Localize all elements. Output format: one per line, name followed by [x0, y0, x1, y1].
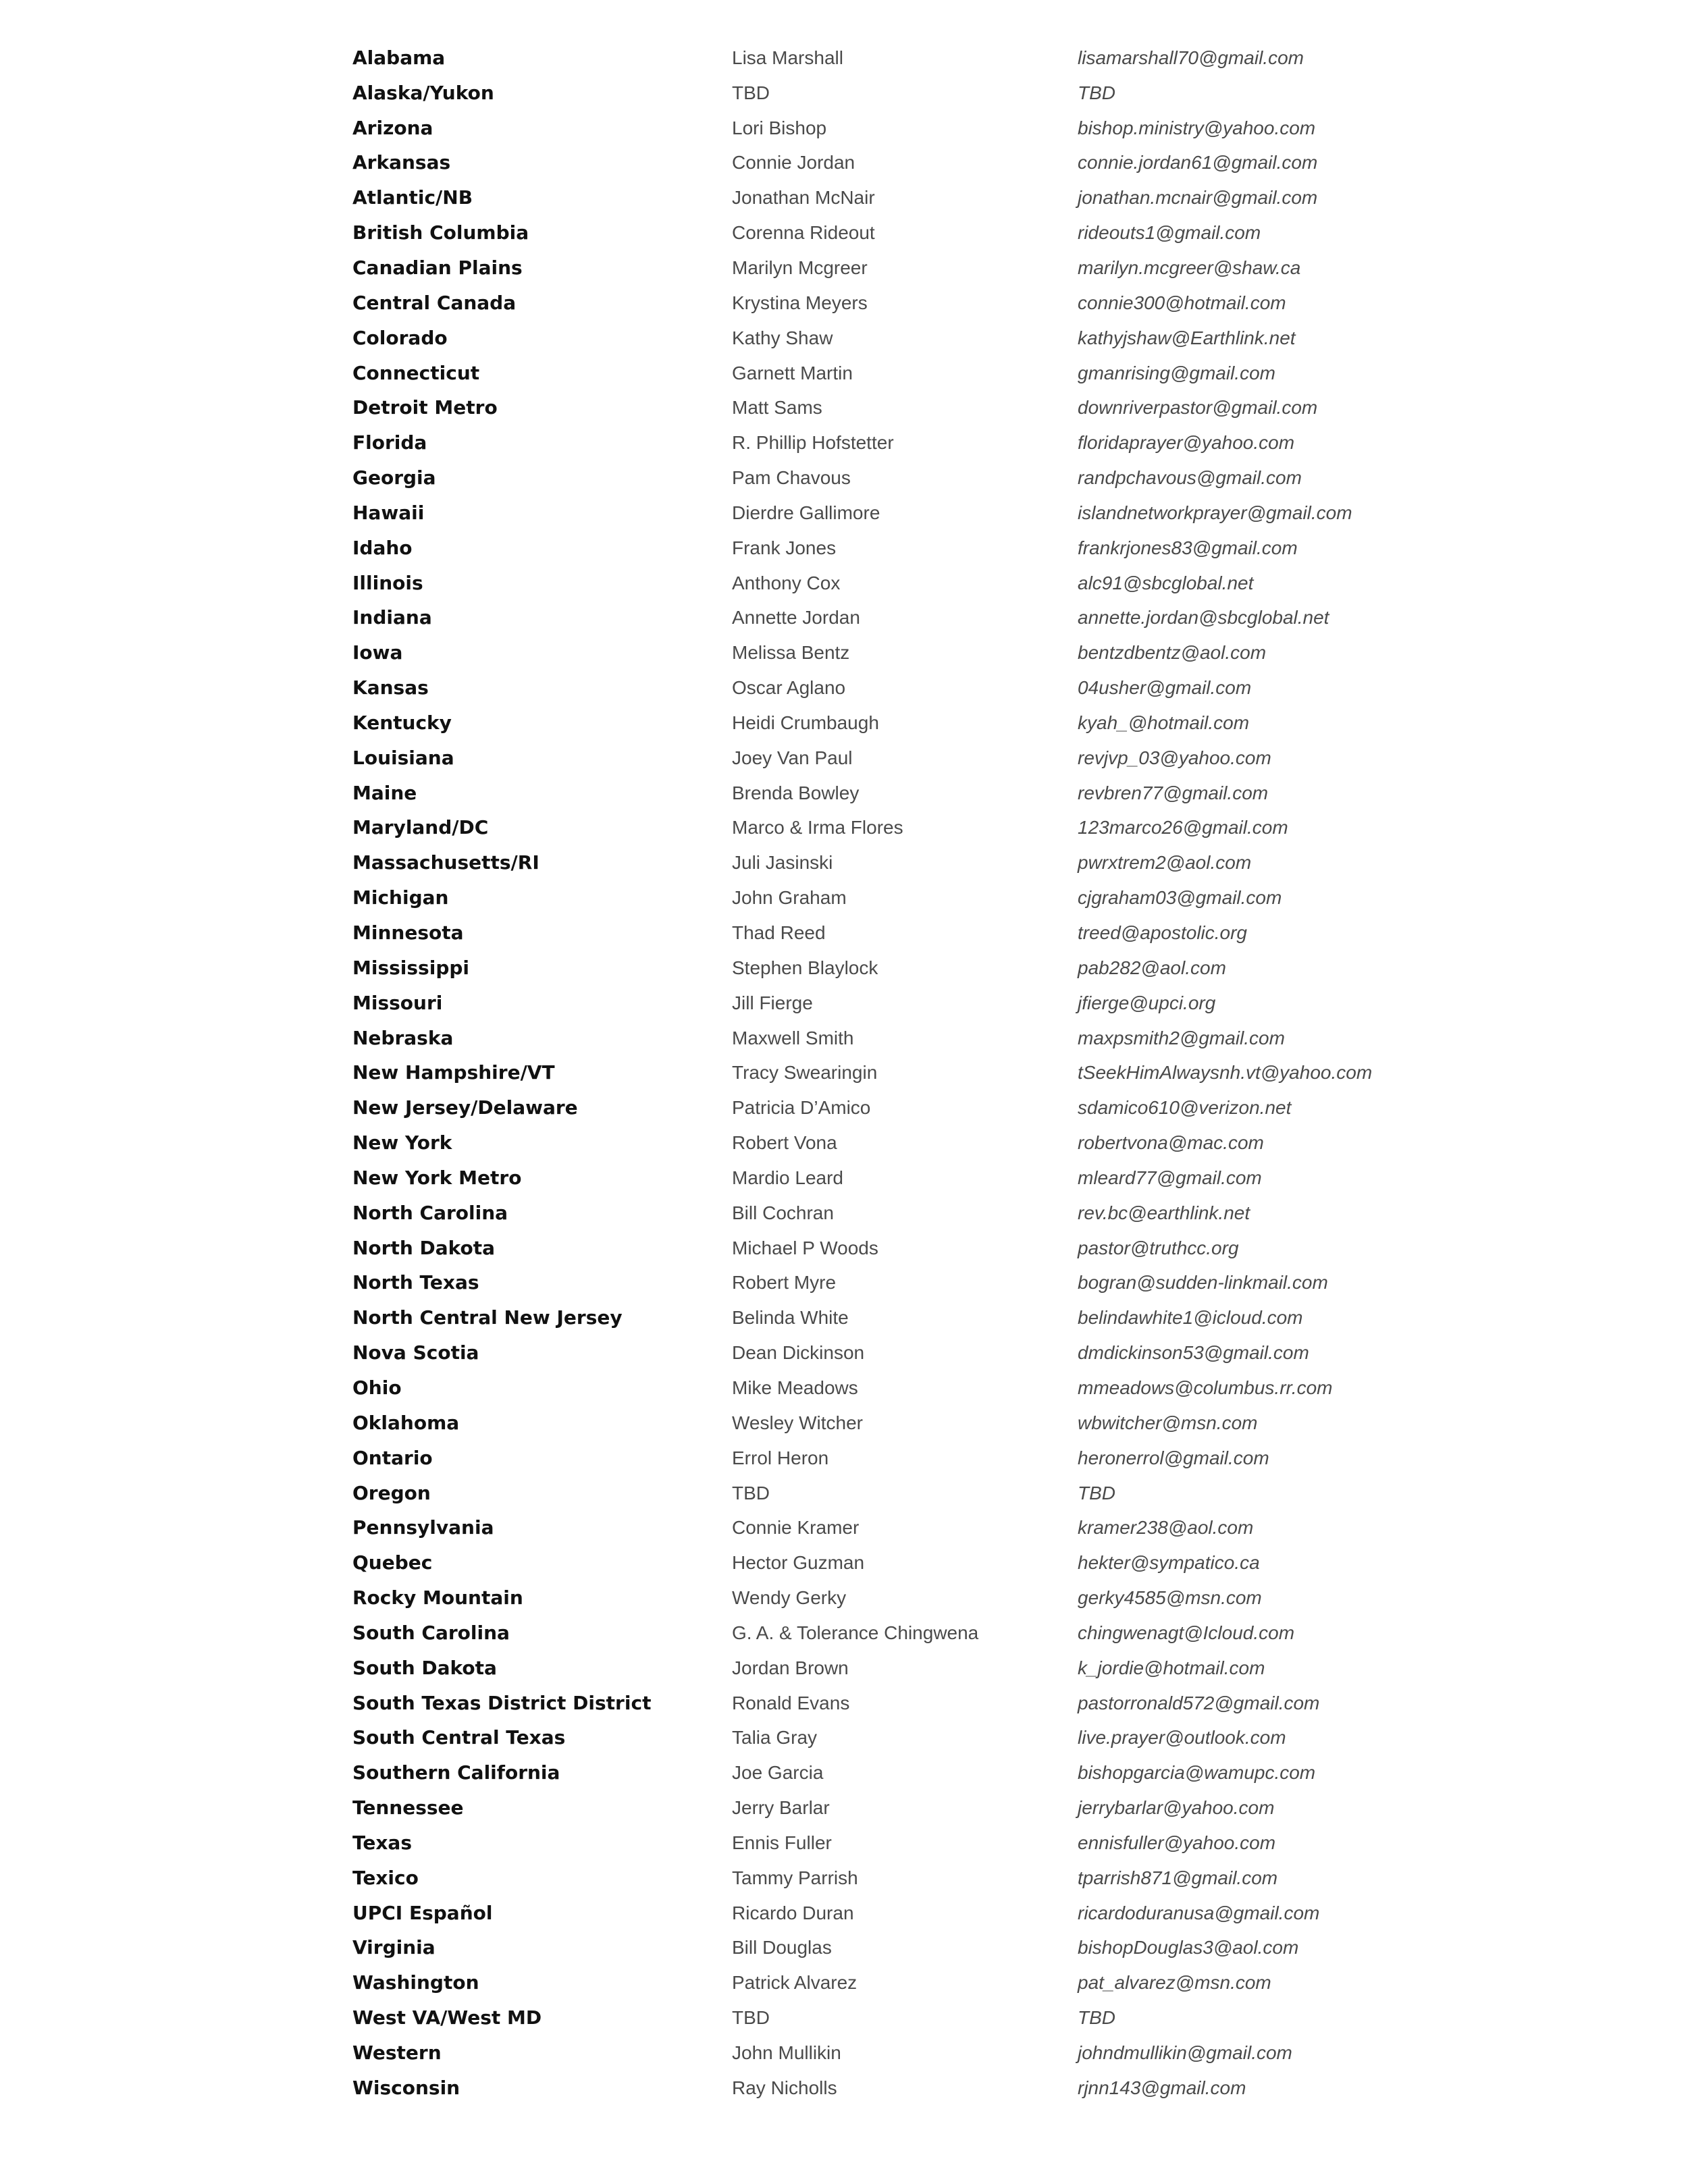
contact-row	[0, 1441, 1688, 1476]
contact-row	[0, 915, 1688, 951]
contact-email[interactable]: kyah_@hotmail.com	[1078, 712, 1250, 733]
contact-name: Hector Guzman	[732, 1552, 865, 1574]
contact-email[interactable]: robertvona@mac.com	[1078, 1132, 1264, 1154]
contact-email[interactable]: mmeadows@columbus.rr.com	[1078, 1377, 1333, 1398]
contact-email[interactable]: 04usher@gmail.com	[1078, 677, 1252, 699]
contact-row	[0, 1125, 1688, 1161]
region-label: New Hampshire/VT	[352, 1061, 555, 1084]
contact-row	[0, 2035, 1688, 2071]
contact-row	[0, 1055, 1688, 1090]
contact-email[interactable]: treed@apostolic.org	[1078, 922, 1248, 944]
region-label: Texico	[352, 1866, 419, 1889]
contact-name: Matt Sams	[732, 397, 822, 419]
contact-row	[0, 180, 1688, 215]
contact-email[interactable]: gerky4585@msn.com	[1078, 1587, 1262, 1609]
contact-email[interactable]: floridaprayer@yahoo.com	[1078, 432, 1295, 454]
region-label: South Dakota	[352, 1656, 497, 1679]
contact-name: Maxwell Smith	[732, 1027, 854, 1048]
region-label: Oklahoma	[352, 1411, 460, 1434]
contact-name: Connie Jordan	[732, 152, 855, 174]
region-label: Quebec	[352, 1551, 433, 1574]
contact-row	[0, 1406, 1688, 1441]
contact-name: Patrick Alvarez	[732, 1972, 858, 1994]
region-label: Virginia	[352, 1936, 436, 1959]
contact-name: Tammy Parrish	[732, 1867, 858, 1888]
contact-name: Dean Dickinson	[732, 1342, 865, 1364]
contact-name: Mike Meadows	[732, 1377, 858, 1398]
contact-name: John Mullikin	[732, 2042, 841, 2064]
contact-email[interactable]: johndmullikin@gmail.com	[1078, 2042, 1292, 2064]
contact-row	[0, 1090, 1688, 1125]
region-label: Rocky Mountain	[352, 1587, 523, 1609]
region-label: Pennsylvania	[352, 1516, 494, 1539]
contact-email[interactable]: rev.bc@earthlink.net	[1078, 1202, 1250, 1223]
contact-email[interactable]: bishopgarcia@wamupc.com	[1078, 1762, 1316, 1784]
contact-name: Jordan Brown	[732, 1657, 849, 1678]
region-label: Texas	[352, 1831, 412, 1854]
contact-row	[0, 1161, 1688, 1196]
contact-row	[0, 1721, 1688, 1756]
region-label: North Dakota	[352, 1236, 496, 1259]
contact-name: Joe Garcia	[732, 1762, 824, 1784]
contact-row	[0, 1370, 1688, 1406]
contact-row	[0, 1476, 1688, 1511]
contact-name: TBD	[732, 2007, 770, 2029]
region-label: Georgia	[352, 467, 436, 489]
contact-name: Annette Jordan	[732, 607, 860, 629]
contact-name: Wesley Witcher	[732, 1412, 863, 1433]
contact-name: Melissa Bentz	[732, 642, 850, 664]
contact-email[interactable]: bishopDouglas3@aol.com	[1078, 1937, 1299, 1959]
contact-row	[0, 1651, 1688, 1686]
contact-email[interactable]: chingwenagt@Icloud.com	[1078, 1622, 1295, 1643]
contact-email[interactable]: ricardoduranusa@gmail.com	[1078, 1902, 1320, 1923]
region-label: Massachusetts/RI	[352, 851, 539, 874]
region-label: Kansas	[352, 676, 429, 699]
contact-row	[0, 705, 1688, 741]
contact-email[interactable]: belindawhite1@icloud.com	[1078, 1307, 1303, 1329]
contact-email[interactable]: jonathan.mcnair@gmail.com	[1078, 187, 1318, 209]
contact-name: Dierdre Gallimore	[732, 502, 880, 523]
contact-row	[0, 1931, 1688, 1966]
region-label: Connecticut	[352, 361, 480, 384]
region-label: Oregon	[352, 1481, 431, 1504]
region-label: Wisconsin	[352, 2076, 460, 2099]
contact-row	[0, 250, 1688, 286]
region-label: New York Metro	[352, 1166, 522, 1189]
contact-row	[0, 1021, 1688, 1056]
contact-email[interactable]: alc91@sbcglobal.net	[1078, 572, 1254, 593]
contact-row	[0, 1510, 1688, 1545]
contact-email[interactable]: rideouts1@gmail.com	[1078, 222, 1261, 244]
region-label: Indiana	[352, 606, 432, 629]
contact-name: Ronald Evans	[732, 1692, 850, 1713]
contact-row	[0, 1616, 1688, 1651]
contact-name: Pam Chavous	[732, 467, 851, 489]
contact-email[interactable]: jerrybarlar@yahoo.com	[1078, 1797, 1275, 1819]
contact-row	[0, 1335, 1688, 1370]
region-label: Washington	[352, 1971, 479, 1994]
contact-name: Marilyn Mcgreer	[732, 257, 868, 278]
contact-row	[0, 1580, 1688, 1616]
contact-row	[0, 1965, 1688, 2000]
contact-row	[0, 496, 1688, 531]
region-label: Western	[352, 2042, 442, 2065]
contact-email[interactable]: mleard77@gmail.com	[1078, 1167, 1262, 1188]
region-label: UPCI Español	[352, 1901, 493, 1924]
region-label: Illinois	[352, 571, 423, 594]
contact-name: Belinda White	[732, 1307, 849, 1329]
contact-row	[0, 670, 1688, 705]
contact-row	[0, 111, 1688, 146]
contact-row	[0, 811, 1688, 846]
contact-name: Jill Fierge	[732, 992, 813, 1013]
contact-email[interactable]: pwrxtrem2@aol.com	[1078, 852, 1252, 874]
contact-row	[0, 2000, 1688, 2035]
contact-name: Robert Myre	[732, 1272, 837, 1294]
contact-directory	[0, 41, 1688, 2106]
contact-email[interactable]: randpchavous@gmail.com	[1078, 467, 1302, 489]
region-label: Missouri	[352, 991, 443, 1014]
contact-email[interactable]: tSeekHimAlwaysnh.vt@yahoo.com	[1078, 1062, 1373, 1084]
contact-row	[0, 1686, 1688, 1721]
contact-row	[0, 76, 1688, 111]
contact-email[interactable]: sdamico610@verizon.net	[1078, 1097, 1292, 1119]
region-label: Michigan	[352, 886, 449, 909]
region-label: Arkansas	[352, 151, 451, 174]
contact-email[interactable]: gmanrising@gmail.com	[1078, 362, 1275, 383]
contact-email[interactable]: lisamarshall70@gmail.com	[1078, 47, 1304, 68]
contact-email[interactable]: heronerrol@gmail.com	[1078, 1447, 1269, 1468]
region-label: Kentucky	[352, 711, 452, 734]
contact-row	[0, 286, 1688, 321]
contact-row	[0, 845, 1688, 880]
contact-row	[0, 2071, 1688, 2106]
contact-email[interactable]: rjnn143@gmail.com	[1078, 2077, 1246, 2098]
region-label: Colorado	[352, 326, 448, 349]
contact-email[interactable]: revbren77@gmail.com	[1078, 782, 1269, 803]
region-label: North Central New Jersey	[352, 1306, 623, 1329]
contact-row	[0, 390, 1688, 425]
contact-email[interactable]: pastorronald572@gmail.com	[1078, 1692, 1320, 1713]
contact-email[interactable]: 123marco26@gmail.com	[1078, 817, 1288, 838]
contact-email[interactable]: marilyn.mcgreer@shaw.ca	[1078, 257, 1301, 278]
contact-name: Juli Jasinski	[732, 852, 833, 874]
contact-name: Thad Reed	[732, 922, 826, 944]
region-label: Maryland/DC	[352, 816, 489, 839]
contact-email[interactable]: downriverpastor@gmail.com	[1078, 397, 1318, 419]
contact-row	[0, 1266, 1688, 1301]
contact-email[interactable]: TBD	[1078, 1482, 1115, 1503]
contact-name: Joey Van Paul	[732, 747, 853, 768]
contact-row	[0, 1826, 1688, 1861]
contact-name: R. Phillip Hofstetter	[732, 432, 894, 454]
contact-name: Jerry Barlar	[732, 1797, 830, 1819]
region-label: West VA/West MD	[352, 2006, 542, 2029]
region-label: Maine	[352, 781, 417, 804]
region-label: Atlantic/NB	[352, 186, 473, 209]
contact-name: Frank Jones	[732, 537, 837, 558]
contact-email[interactable]: islandnetworkprayer@gmail.com	[1078, 502, 1352, 523]
contact-email[interactable]: jfierge@upci.org	[1078, 992, 1216, 1013]
contact-email[interactable]: annette.jordan@sbcglobal.net	[1078, 607, 1329, 629]
contact-row	[0, 1545, 1688, 1580]
contact-row	[0, 635, 1688, 670]
contact-row	[0, 1755, 1688, 1790]
contact-name: Ray Nicholls	[732, 2077, 837, 2098]
contact-email[interactable]: frankrjones83@gmail.com	[1078, 537, 1298, 558]
contact-row	[0, 1196, 1688, 1231]
region-label: Idaho	[352, 536, 413, 559]
contact-row	[0, 1790, 1688, 1826]
region-label: Louisiana	[352, 746, 454, 769]
region-label: Tennessee	[352, 1796, 464, 1819]
contact-name: Garnett Martin	[732, 362, 853, 383]
contact-email[interactable]: connie.jordan61@gmail.com	[1078, 152, 1318, 174]
region-label: Ontario	[352, 1446, 433, 1469]
contact-row	[0, 986, 1688, 1021]
contact-name: TBD	[732, 1482, 770, 1503]
region-label: North Texas	[352, 1271, 479, 1294]
contact-email[interactable]: bogran@sudden-linkmail.com	[1078, 1272, 1328, 1294]
contact-email[interactable]: tparrish871@gmail.com	[1078, 1867, 1278, 1888]
contact-name: Mardio Leard	[732, 1167, 843, 1188]
region-label: Nova Scotia	[352, 1341, 479, 1364]
region-label: Arizona	[352, 116, 433, 139]
contact-email[interactable]: TBD	[1078, 2007, 1115, 2029]
contact-email[interactable]: live.prayer@outlook.com	[1078, 1727, 1286, 1749]
contact-row	[0, 1300, 1688, 1335]
contact-name: TBD	[732, 82, 770, 103]
contact-name: Bill Douglas	[732, 1937, 832, 1959]
contact-email[interactable]: pat_alvarez@msn.com	[1078, 1972, 1271, 1994]
contact-email[interactable]: dmdickinson53@gmail.com	[1078, 1342, 1309, 1364]
contact-email[interactable]: TBD	[1078, 82, 1115, 103]
contact-name: Corenna Rideout	[732, 222, 875, 244]
contact-email[interactable]: pab282@aol.com	[1078, 957, 1226, 978]
contact-row	[0, 601, 1688, 636]
contact-name: Lori Bishop	[732, 117, 827, 138]
region-label: South Central Texas	[352, 1726, 566, 1749]
contact-name: Kathy Shaw	[732, 327, 833, 348]
contact-name: Talia Gray	[732, 1727, 818, 1749]
region-label: Iowa	[352, 641, 403, 664]
contact-name: Lisa Marshall	[732, 47, 843, 68]
contact-row	[0, 356, 1688, 391]
contact-row	[0, 776, 1688, 811]
contact-email[interactable]: hekter@sympatico.ca	[1078, 1552, 1260, 1574]
contact-email[interactable]: cjgraham03@gmail.com	[1078, 887, 1282, 909]
contact-row	[0, 880, 1688, 915]
contact-row	[0, 41, 1688, 76]
region-label: Nebraska	[352, 1026, 454, 1049]
region-label: Detroit Metro	[352, 396, 498, 419]
contact-email[interactable]: connie300@hotmail.com	[1078, 292, 1286, 313]
contact-email[interactable]: pastor@truthcc.org	[1078, 1237, 1239, 1258]
contact-email[interactable]: k_jordie@hotmail.com	[1078, 1657, 1265, 1678]
contact-name: Michael P Woods	[732, 1237, 878, 1258]
region-label: Hawaii	[352, 501, 425, 524]
contact-email[interactable]: kathyjshaw@Earthlink.net	[1078, 327, 1296, 348]
contact-name: G. A. & Tolerance Chingwena	[732, 1622, 979, 1643]
region-label: Mississippi	[352, 956, 470, 979]
contact-email[interactable]: wbwitcher@msn.com	[1078, 1412, 1258, 1433]
contact-row	[0, 1861, 1688, 1896]
contact-email[interactable]: revjvp_03@yahoo.com	[1078, 747, 1271, 768]
region-label: New Jersey/Delaware	[352, 1096, 578, 1119]
region-label: New York	[352, 1131, 452, 1154]
region-label: Ohio	[352, 1376, 402, 1399]
contact-email[interactable]: ennisfuller@yahoo.com	[1078, 1832, 1276, 1853]
region-label: British Columbia	[352, 221, 529, 244]
contact-row	[0, 741, 1688, 776]
contact-row	[0, 215, 1688, 250]
contact-name: Robert Vona	[732, 1132, 837, 1154]
contact-name: Anthony Cox	[732, 572, 841, 593]
contact-email[interactable]: maxpsmith2@gmail.com	[1078, 1027, 1285, 1048]
contact-name: Marco & Irma Flores	[732, 817, 903, 838]
contact-name: Ricardo Duran	[732, 1902, 854, 1923]
region-label: South Carolina	[352, 1621, 510, 1644]
region-label: Southern California	[352, 1761, 560, 1784]
contact-row	[0, 146, 1688, 181]
region-label: Florida	[352, 431, 427, 454]
region-label: Alaska/Yukon	[352, 81, 494, 104]
contact-name: Wendy Gerky	[732, 1587, 847, 1609]
region-label: South Texas District District	[352, 1691, 652, 1714]
contact-name: Errol Heron	[732, 1447, 829, 1468]
contact-name: Ennis Fuller	[732, 1832, 832, 1853]
region-label: Central Canada	[352, 291, 517, 314]
contact-name: John Graham	[732, 887, 847, 909]
contact-name: Stephen Blaylock	[732, 957, 878, 978]
contact-row	[0, 531, 1688, 566]
region-label: North Carolina	[352, 1201, 508, 1224]
contact-email[interactable]: kramer238@aol.com	[1078, 1517, 1254, 1539]
contact-email[interactable]: bentzdbentz@aol.com	[1078, 642, 1267, 664]
contact-name: Tracy Swearingin	[732, 1062, 878, 1084]
contact-row	[0, 1896, 1688, 1931]
region-label: Minnesota	[352, 922, 464, 944]
contact-name: Heidi Crumbaugh	[732, 712, 879, 733]
contact-name: Brenda Bowley	[732, 782, 860, 803]
contact-row	[0, 425, 1688, 460]
contact-email[interactable]: bishop.ministry@yahoo.com	[1078, 117, 1316, 138]
region-label: Alabama	[352, 46, 446, 69]
contact-name: Oscar Aglano	[732, 677, 846, 699]
contact-name: Jonathan McNair	[732, 187, 875, 209]
contact-name: Krystina Meyers	[732, 292, 868, 313]
contact-name: Patricia D’Amico	[732, 1097, 871, 1119]
contact-name: Connie Kramer	[732, 1517, 860, 1539]
contact-row	[0, 951, 1688, 986]
region-label: Canadian Plains	[352, 256, 523, 279]
contact-name: Bill Cochran	[732, 1202, 834, 1223]
contact-row	[0, 566, 1688, 601]
contact-row	[0, 321, 1688, 356]
contact-row	[0, 1231, 1688, 1266]
contact-row	[0, 460, 1688, 496]
